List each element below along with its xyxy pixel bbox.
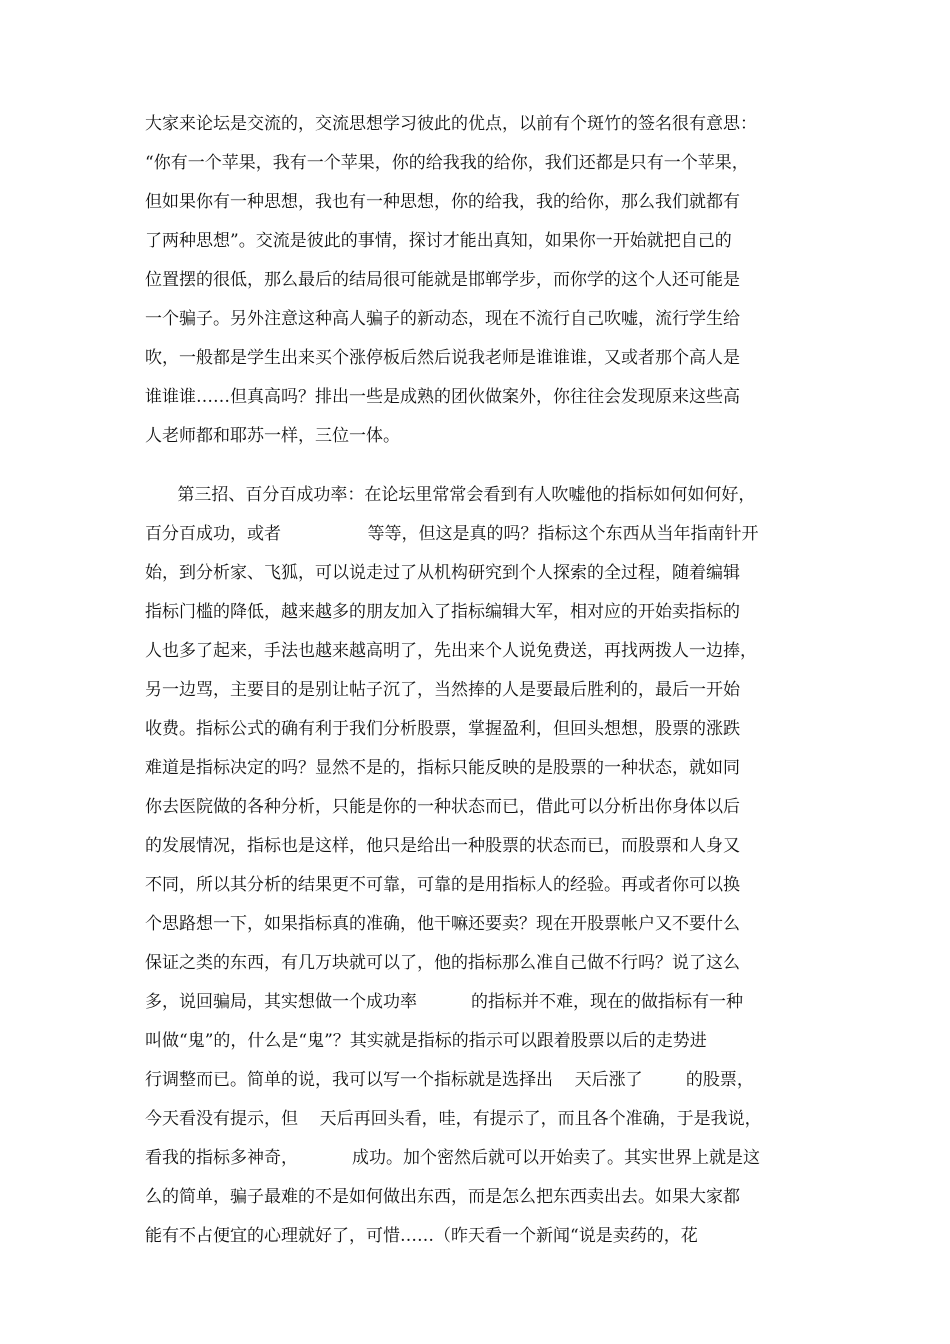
text-line: 但如果你有一种思想，我也有一种思想，你的给我，我的给你，那么我们就都有 xyxy=(145,192,740,212)
text-line: 难道是指标决定的吗？显然不是的，指标只能反映的是股票的一种状态，就如同 xyxy=(145,758,740,778)
text-line: 大家来论坛是交流的，交流思想学习彼此的优点，以前有个斑竹的签名很有意思： xyxy=(145,114,757,134)
text-line: 今天看没有提示，但 天后再回头看，哇，有提示了，而且各个准确，于是我说， xyxy=(145,1109,762,1129)
text-line: 一个骗子。另外注意这种高人骗子的新动态，现在不流行自己吹嘘，流行学生给 xyxy=(145,309,740,329)
text-line: 个思路想一下，如果指标真的准确，他干嘛还要卖？现在开股票帐户又不要什么 xyxy=(145,914,740,934)
text-line: 第三招、百分百成功率：在论坛里常常会看到有人吹嘘他的指标如何如何好， xyxy=(145,485,756,505)
text-line: 人老师都和耶苏一样，三位一体。 xyxy=(145,426,400,446)
text-line: 保证之类的东西，有几万块就可以了，他的指标那么准自己做不行吗？说了这么 xyxy=(145,953,740,973)
text-line: “你有一个苹果，我有一个苹果，你的给我我的给你，我们还都是只有一个苹果， xyxy=(145,153,749,173)
text-line: 么的简单，骗子最难的不是如何做出东西，而是怎么把东西卖出去。如果大家都 xyxy=(145,1187,740,1207)
text-line: 的发展情况，指标也是这样，他只是给出一种股票的状态而已，而股票和人身又 xyxy=(145,836,740,856)
text-line: 位置摆的很低，那么最后的结局很可能就是邯郸学步，而你学的这个人还可能是 xyxy=(145,270,740,290)
text-line: 不同，所以其分析的结果更不可靠，可靠的是用指标人的经验。再或者你可以换 xyxy=(145,875,740,895)
text-line: 人也多了起来，手法也越来越高明了，先出来个人说免费送，再找两拨人一边捧， xyxy=(145,641,757,661)
text-line: 看我的指标多神奇， 成功。加个密然后就可以开始卖了。其实世界上就是这 xyxy=(145,1148,761,1168)
text-line: 另一边骂，主要目的是别让帖子沉了，当然捧的人是要最后胜利的，最后一开始 xyxy=(145,680,740,700)
text-line: 收费。指标公式的确有利于我们分析股票，掌握盈利，但回头想想，股票的涨跌 xyxy=(145,719,740,739)
text-line: 能有不占便宜的心理就好了，可惜……（昨天看一个新闻“说是卖药的，花 xyxy=(145,1226,698,1246)
text-line: 始，到分析家、飞狐，可以说走过了从机构研究到个人探索的全过程，随着编辑 xyxy=(145,563,740,583)
text-line: 了两种思想”。交流是彼此的事情，探讨才能出真知，如果你一开始就把自己的 xyxy=(145,231,732,251)
text-line: 多，说回骗局，其实想做一个成功率 的指标并不难，现在的做指标有一种 xyxy=(145,992,744,1012)
text-line: 指标门槛的降低，越来越多的朋友加入了指标编辑大军，相对应的开始卖指标的 xyxy=(145,602,740,622)
text-line: 百分百成功，或者 等等，但这是真的吗？指标这个东西从当年指南针开 xyxy=(145,524,759,544)
text-line: 叫做“鬼”的，什么是“鬼”？其实就是指标的指示可以跟着股票以后的走势进 xyxy=(145,1031,707,1051)
text-line: 行调整而已。简单的说，我可以写一个指标就是选择出 天后涨了 的股票， xyxy=(145,1070,754,1090)
text-line: 谁谁谁……但真高吗？排出一些是成熟的团伙做案外，你往往会发现原来这些高 xyxy=(145,387,740,407)
text-line: 吹，一般都是学生出来买个涨停板后然后说我老师是谁谁谁，又或者那个高人是 xyxy=(145,348,740,368)
text-line: 你去医院做的各种分析，只能是你的一种状态而已，借此可以分析出你身体以后 xyxy=(145,797,740,817)
